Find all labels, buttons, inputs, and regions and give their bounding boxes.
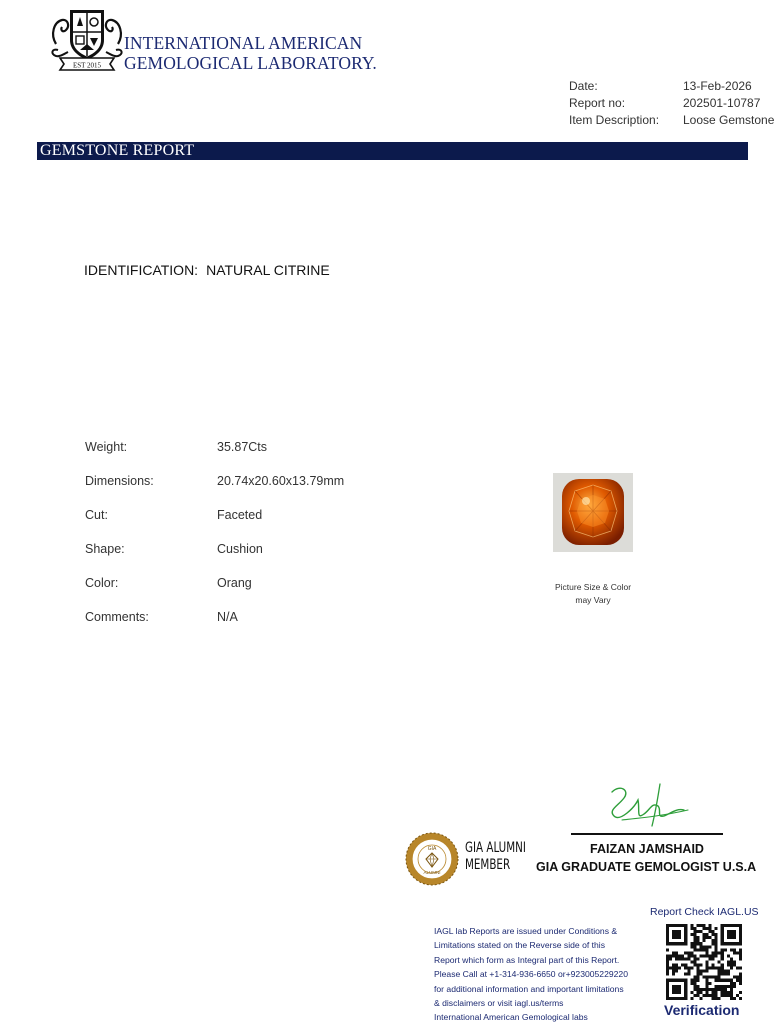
report-title-banner [37, 142, 748, 160]
identification-value: NATURAL CITRINE [206, 262, 330, 278]
gemstone-photo [553, 473, 633, 552]
date-label: Date: [569, 79, 598, 93]
report-number-value: 202501-10787 [683, 96, 761, 110]
dimensions-label: Dimensions: [85, 474, 154, 488]
photo-caption [540, 581, 646, 607]
photo-caption-line-1: Picture Size & Color [554, 582, 632, 592]
disclaimer-text [434, 924, 654, 1025]
logo-est-text: EST 2015 [72, 61, 102, 70]
disclaimer-line: Report which form as Integral part of this Report. [434, 954, 620, 965]
laboratory-name-line-1: INTERNATIONAL AMERICAN [124, 33, 363, 53]
report-number-label: Report no: [569, 96, 626, 110]
disclaimer-line: International American Gemological labs [434, 1012, 588, 1023]
handwritten-signature-icon [600, 780, 692, 830]
cut-label: Cut: [85, 508, 108, 522]
comments-value: N/A [217, 610, 238, 624]
comments-label: Comments: [85, 610, 149, 624]
date-value: 13-Feb-2026 [683, 79, 752, 93]
weight-value: 35.87Cts [217, 440, 268, 454]
identification-line [84, 262, 330, 278]
item-description-label: Item Description: [569, 113, 660, 127]
laboratory-crest-icon [50, 4, 124, 72]
disclaimer-line: Please Call at +1-314-936-6650 or+923005229220 [434, 969, 628, 980]
seal-text-bottom: ALUMNI [423, 870, 441, 875]
gia-alumni-text [465, 840, 526, 874]
color-value: Orang [217, 576, 252, 590]
weight-label: Weight: [85, 440, 128, 454]
gia-alumni-line-2: MEMBER [465, 857, 511, 873]
cut-value: Faceted [217, 508, 263, 522]
verification-label: Verification [664, 1002, 740, 1018]
disclaimer-line: & disclaimers or visit iagl.us/terms [434, 998, 564, 1009]
color-label: Color: [85, 576, 119, 590]
laboratory-name-line-2: GEMOLOGICAL LABORATORY. [124, 53, 377, 73]
gia-alumni-line-1: GIA ALUMNI [465, 840, 526, 856]
signatory-name: FAIZAN JAMSHAID [590, 842, 704, 856]
disclaimer-line: Limitations stated on the Reverse side of this [434, 940, 606, 951]
disclaimer-line: for additional information and important limitations [434, 983, 624, 994]
laboratory-name [124, 33, 377, 73]
dimensions-value: 20.74x20.60x13.79mm [217, 474, 345, 488]
disclaimer-line: IAGL lab Reports are issued under Conditions & [434, 926, 618, 936]
shape-value: Cushion [217, 542, 263, 556]
seal-text-top: GIA [427, 846, 437, 852]
qr-code-icon[interactable] [666, 924, 742, 1000]
report-check-text: Report Check IAGL.US [650, 906, 759, 918]
item-description-value: Loose Gemstone [683, 113, 774, 127]
gia-alumni-seal-icon [404, 831, 460, 887]
shape-label: Shape: [85, 542, 125, 556]
photo-caption-line-2: may Vary [575, 595, 611, 605]
signature-line [571, 833, 723, 835]
report-title: GEMSTONE REPORT [40, 142, 195, 159]
signatory-title: GIA GRADUATE GEMOLOGIST U.S.A [536, 860, 757, 874]
identification-label: IDENTIFICATION: [84, 262, 199, 278]
